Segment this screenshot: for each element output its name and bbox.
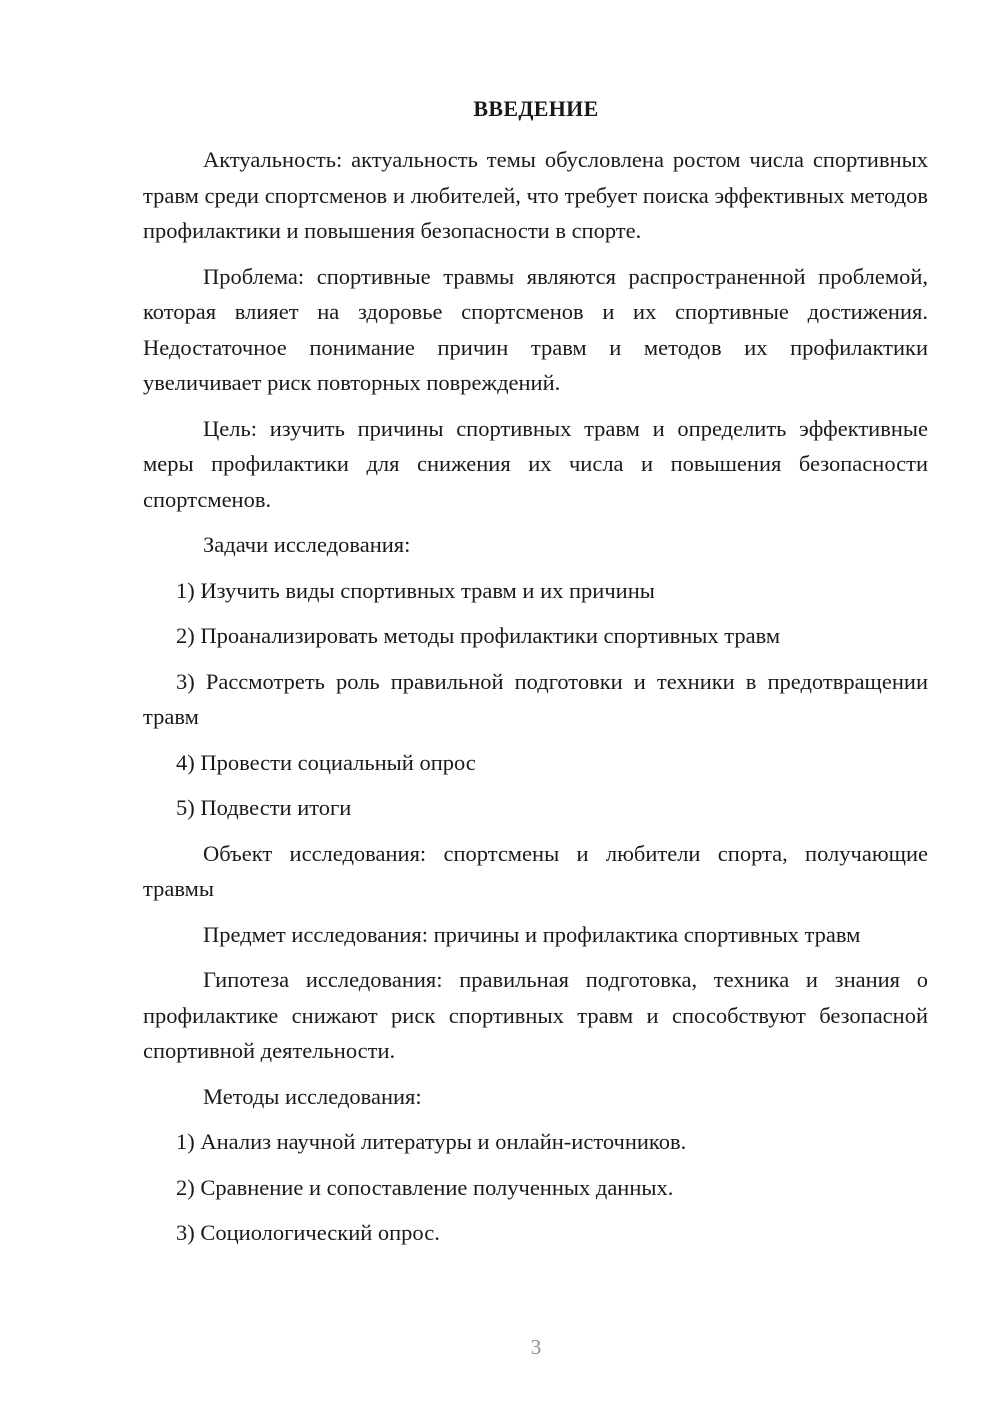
method-item-2: 2) Сравнение и сопоставление полученных данных. <box>176 1174 674 1200</box>
method-item-1: 1) Анализ научной литературы и онлайн-источников. <box>176 1129 687 1154</box>
goal-paragraph: Цель: изучить причины спортивных травм и определить эффективные меры профилактики для снижения их числа и повышения безопасности спортсменов. <box>143 415 928 512</box>
section-heading: ВВЕДЕНИЕ <box>473 96 599 121</box>
task-item-5: 5) Подвести итоги <box>176 795 352 820</box>
problem-paragraph: Проблема: спортивные травмы являются распространенной проблемой, которая влияет на здоровье спортсменов и их спортивные достижения. Недостаточное понимание причин травм и методов их профилактики увеличивает риск повторных повреждений. <box>143 263 928 395</box>
page-number: 3 <box>530 1335 542 1359</box>
task-item-2: 2) Проанализировать методы профилактики спортивных травм <box>176 623 781 648</box>
object-paragraph: Объект исследования: спортсмены и любители спорта, получающие травмы <box>143 840 928 901</box>
task-item-4: 4) Провести социальный опрос <box>176 749 476 775</box>
document-body <box>143 142 928 1261</box>
methods-title: Методы исследования: <box>203 1083 422 1109</box>
relevance-paragraph: Актуальность: актуальность темы обусловлена ростом числа спортивных травм среди спортсменов и любителей, что требует поиска эффективных методов профилактики и повышения безопасности в спорте. <box>143 147 928 243</box>
hypothesis-paragraph: Гипотеза исследования: правильная подготовка, техника и знания о профилактике снижают риск спортивных травм и способствуют безопасной спортивной деятельности. <box>143 967 928 1063</box>
subject-paragraph: Предмет исследования: причины и профилактика спортивных травм <box>203 921 861 947</box>
tasks-title: Задачи исследования: <box>203 532 411 557</box>
task-item-3: 3) Рассмотреть роль правильной подготовки и техники в предотвращении травм <box>143 668 928 729</box>
task-item-1: 1) Изучить виды спортивных травм и их причины <box>176 577 655 603</box>
method-item-3: 3) Социологический опрос. <box>176 1220 440 1245</box>
